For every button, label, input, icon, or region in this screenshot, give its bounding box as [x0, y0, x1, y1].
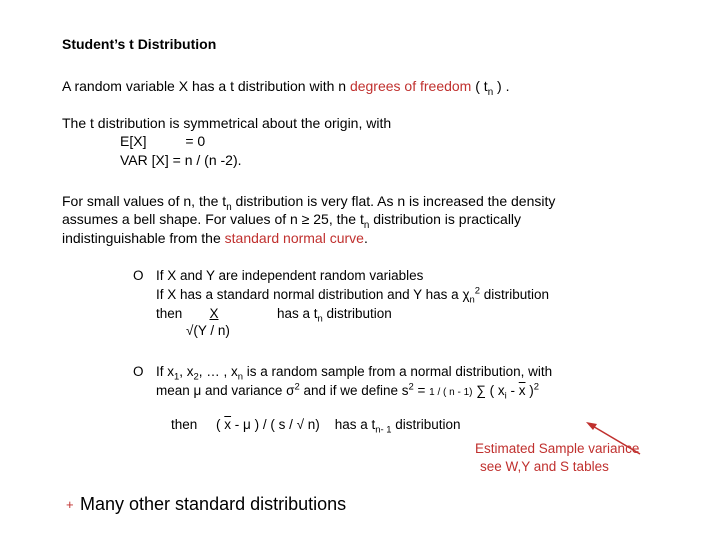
square-superscript: 2	[533, 381, 539, 393]
x-subscript: 1	[174, 371, 180, 383]
page-title: Student’s t Distribution	[62, 36, 217, 52]
bullet2-line-1	[156, 364, 553, 383]
bullet2-text: ∑ ( x	[472, 383, 505, 398]
degrees-of-freedom-term: degrees of freedom	[349, 78, 472, 94]
fraction-numerator: X	[209, 306, 219, 321]
s-superscript: 2	[408, 381, 414, 393]
shape-line-1	[62, 193, 556, 213]
t-subscript: n- 1	[375, 424, 392, 436]
x-bar: $\overline{x}$	[518, 383, 526, 398]
bullet2-text: - μ ) / ( s / √ n) has a t	[231, 417, 376, 432]
shape-subscript: n	[363, 219, 370, 231]
footer-bullet-marker: +	[66, 497, 74, 512]
bullet-marker-1: O	[133, 268, 144, 283]
bullet1-line-1: If X and Y are independent random variables	[156, 268, 424, 283]
x-subscript: i	[504, 390, 507, 402]
fraction-result	[277, 306, 392, 325]
x-subscript: n	[237, 371, 244, 383]
shape-text: indistinguishable from the	[62, 230, 225, 246]
bullet2-line-3	[156, 402, 461, 447]
shape-text: distribution is very flat. As n is increased the density	[231, 193, 556, 209]
intro-subscript: n	[487, 86, 494, 98]
bullet1-text: If X has a standard normal distribution and Y has a χ	[156, 287, 470, 302]
x-bar: $\overline{x}$	[224, 417, 232, 432]
bullet2-text: , … , x	[198, 364, 238, 379]
bullet2-text: mean μ and variance σ	[156, 383, 295, 398]
annotation-line-1: Estimated Sample variance	[475, 441, 640, 456]
t-subscript: n	[317, 313, 323, 325]
bullet2-text: then (	[171, 417, 225, 432]
bullet1-text: has a t	[277, 306, 318, 321]
intro-paragraph	[62, 78, 510, 98]
intro-end: ) .	[493, 78, 510, 94]
fraction-denominator: √(Y / n)	[186, 323, 230, 338]
symmetry-line: The t distribution is symmetrical about the origin, with	[62, 115, 392, 131]
expectation-line: E[X] = 0	[120, 133, 206, 149]
chi-subscript: n	[469, 294, 475, 306]
bullet2-text: is a random sample from a normal distribution, with	[243, 364, 553, 379]
shape-line-2	[62, 211, 522, 231]
bullet2-text: , x	[179, 364, 194, 379]
bullet2-text: )	[525, 383, 534, 398]
bullet2-text: -	[506, 383, 519, 398]
chi-superscript: 2	[474, 285, 481, 297]
small-fraction: 1 / ( n - 1)	[429, 387, 473, 398]
sigma-superscript: 2	[294, 381, 300, 393]
bullet2-text: If x	[156, 364, 175, 379]
intro-symbol: ( t	[471, 78, 488, 94]
bullet1-text: distribution	[322, 306, 392, 321]
bullet2-text: distribution	[391, 417, 461, 432]
bullet2-line-2	[156, 381, 539, 402]
footer-text: Many other standard distributions	[80, 494, 347, 514]
intro-text: A random variable X has a t distribution with n	[62, 78, 350, 94]
shape-text: .	[363, 230, 368, 246]
standard-normal-curve-term: standard normal curve	[224, 230, 364, 246]
shape-line-3	[62, 230, 368, 246]
annotation-line-2: see W,Y and S tables	[480, 459, 609, 474]
shape-text: distribution is practically	[369, 211, 522, 227]
variance-line: VAR [X] = n / (n -2).	[120, 152, 242, 168]
bullet2-text: =	[413, 383, 430, 398]
bullet2-text: and if we define s	[299, 383, 409, 398]
bullet-marker-2: O	[133, 364, 144, 379]
bullet1-then: then	[156, 306, 183, 321]
bullet1-text: distribution	[480, 287, 550, 302]
bullet1-line-2	[156, 285, 550, 306]
shape-subscript: n	[226, 201, 232, 213]
shape-text: assumes a bell shape. For values of n ≥ 25, the t	[62, 211, 364, 227]
shape-text: For small values of n, the t	[62, 193, 227, 209]
x-subscript: 2	[193, 371, 199, 383]
